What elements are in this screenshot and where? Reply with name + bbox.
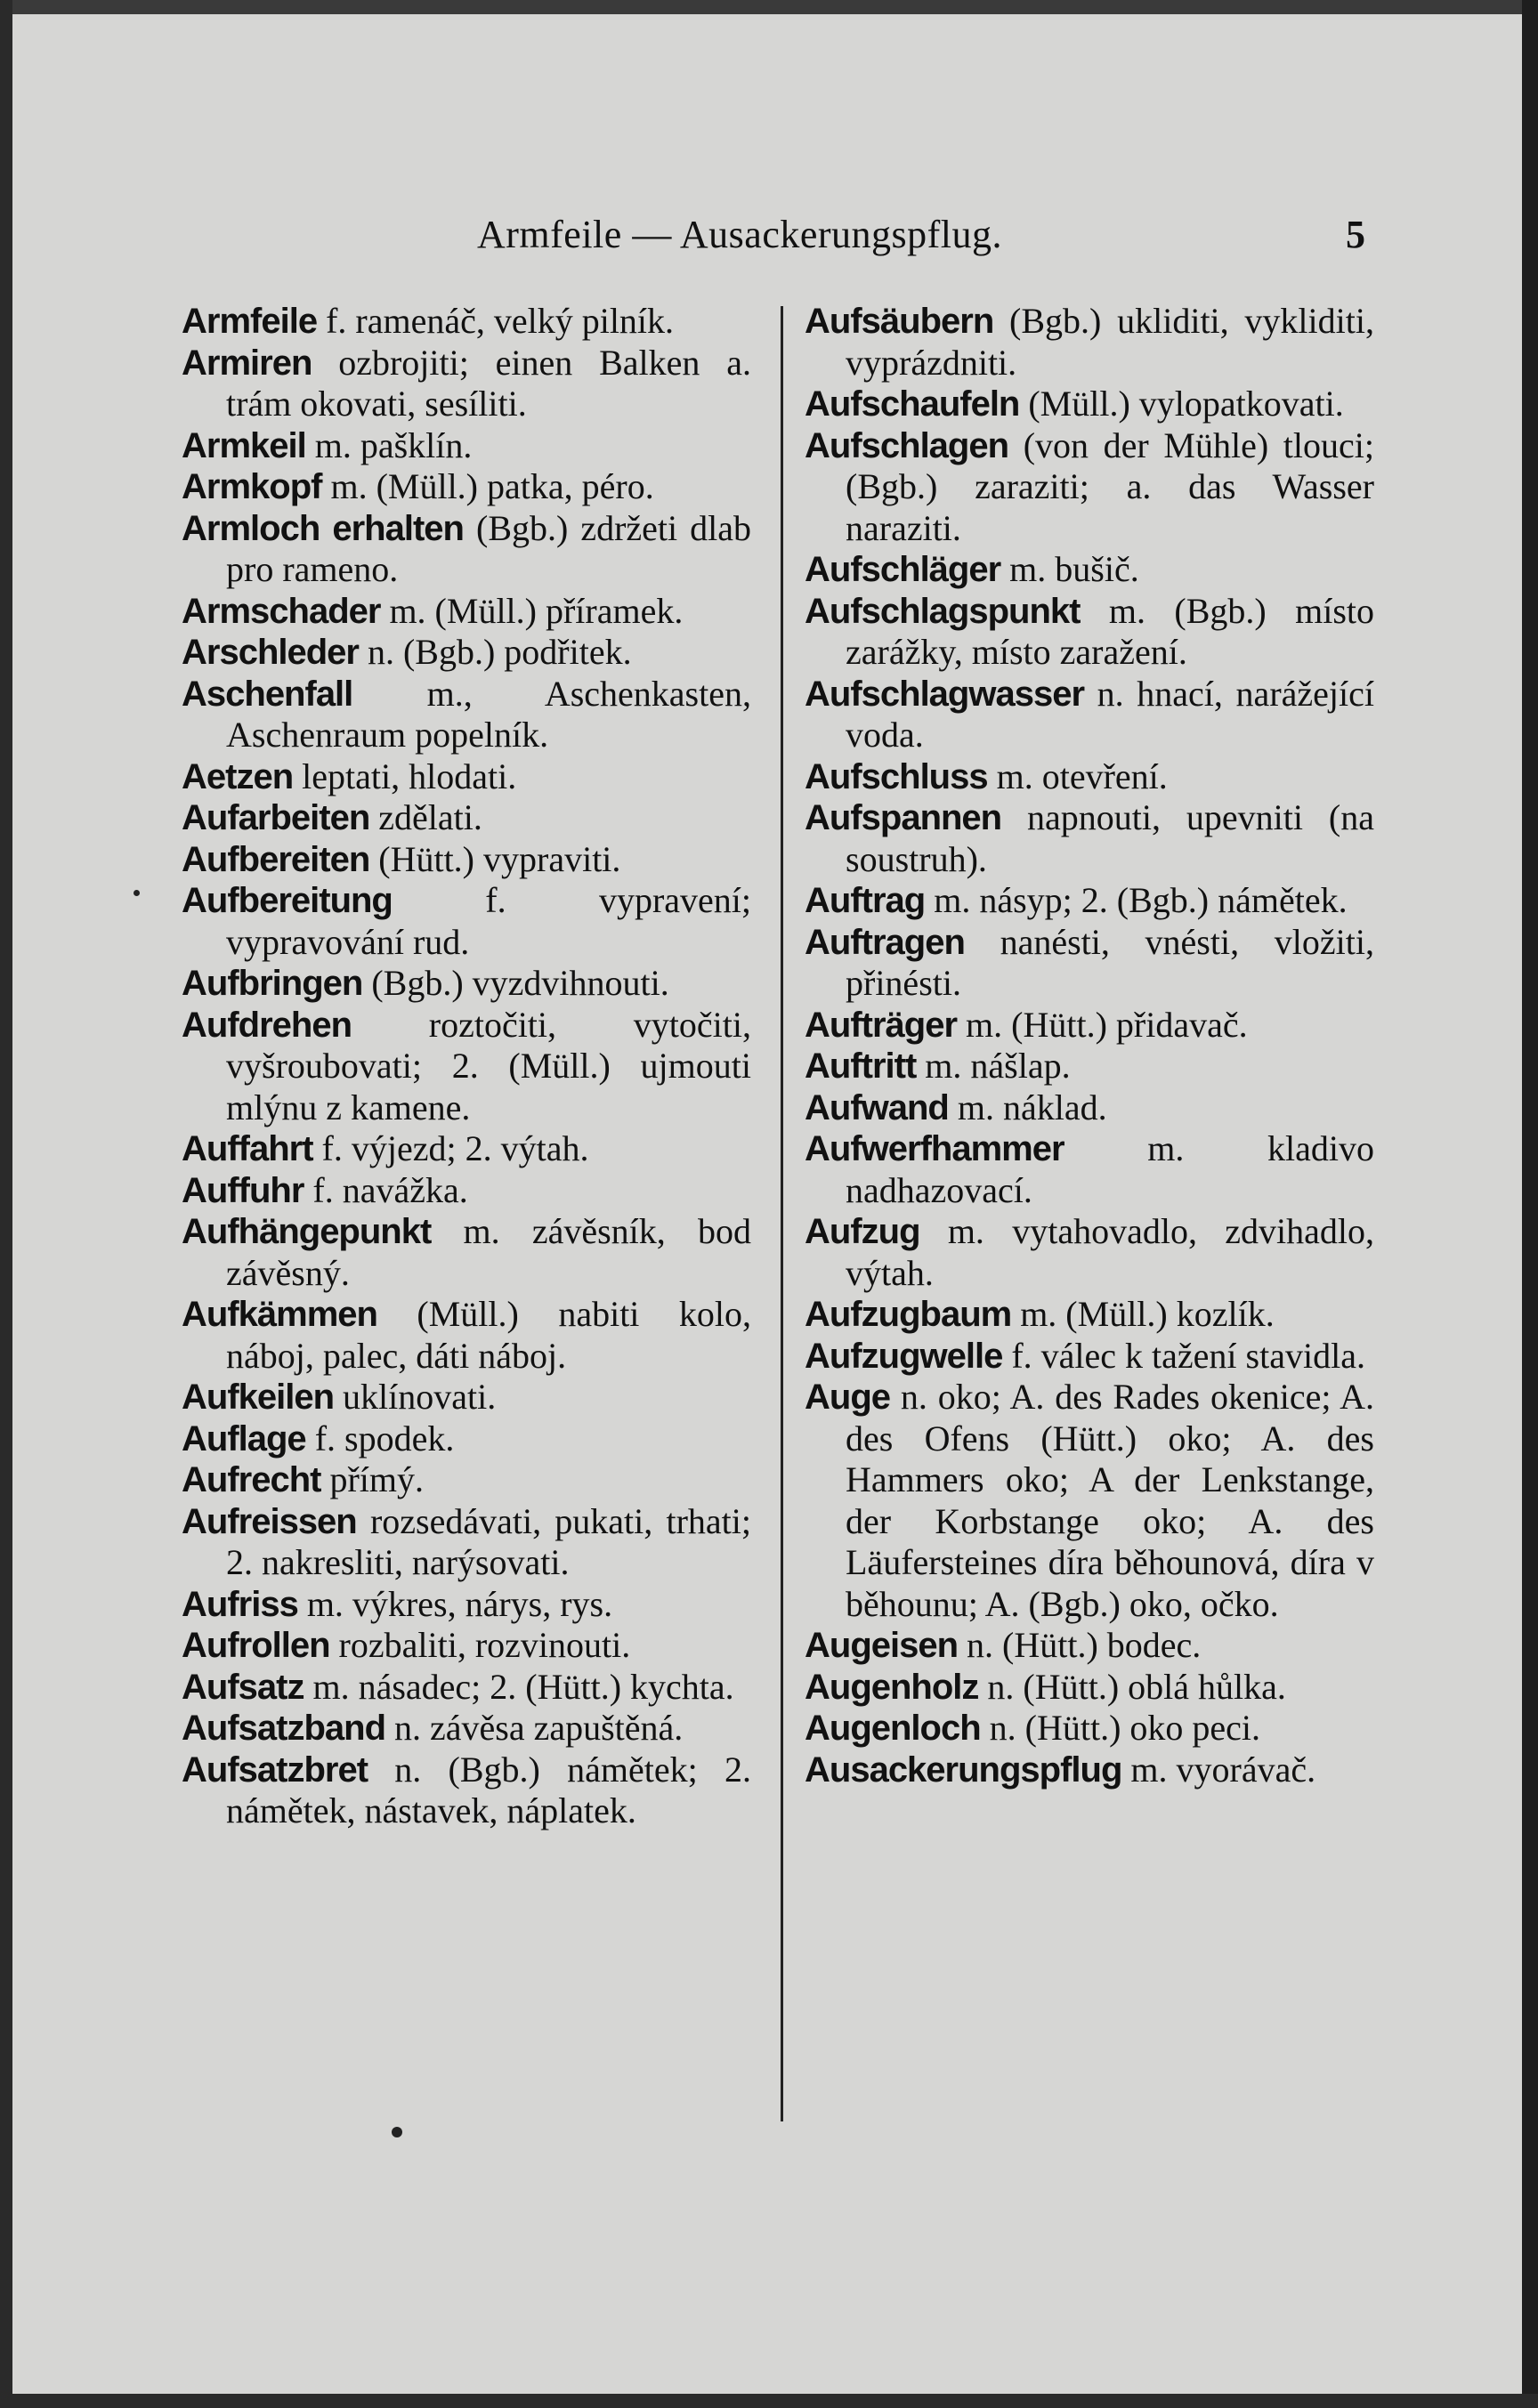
- entry-definition: n. závěsa zapuštěná.: [385, 1708, 684, 1748]
- entry-headword: Aufschläger: [805, 550, 1001, 589]
- dictionary-entry: [182, 632, 751, 674]
- entry-headword: Ausackerungspflug: [805, 1749, 1122, 1790]
- dictionary-entry: [182, 1708, 751, 1749]
- ink-speck: [392, 2127, 402, 2137]
- entry-headword: Aschenfall: [182, 674, 353, 714]
- entry-definition: n. hnací, narážející voda.: [846, 673, 1374, 755]
- entry-definition: m. násadec; 2. (Hütt.) kychta.: [304, 1666, 734, 1707]
- entry-definition: (Müll.) vylopatkovati.: [1019, 384, 1344, 424]
- entry-headword: Auftrag: [805, 881, 926, 920]
- dictionary-entry: [182, 591, 751, 633]
- entry-definition: m. kladivo nadhazovací.: [846, 1128, 1374, 1210]
- entry-headword: Armiren: [182, 343, 312, 383]
- entry-headword: Aufhängepunkt: [182, 1212, 432, 1251]
- entry-headword: Aufkämmen: [182, 1295, 377, 1334]
- entry-headword: Auge: [805, 1378, 890, 1417]
- entry-headword: Aufschlagen: [805, 425, 1009, 465]
- entry-definition: (Bgb.) vyzdvihnouti.: [362, 963, 669, 1003]
- entry-definition: (von der Mühle) tlouci; (Bgb.) zaraziti; a. das Wasser naraziti.: [846, 424, 1374, 548]
- entry-definition: rozsedávati, pukati, trhati; 2. nakresliti, narýsovati.: [226, 1500, 751, 1582]
- entry-definition: m. výkres, nárys, rys.: [297, 1583, 613, 1624]
- entry-headword: Auffuhr: [182, 1170, 304, 1210]
- entry-headword: Aufschluss: [805, 756, 988, 796]
- entry-headword: Aufzugwelle: [805, 1336, 1003, 1376]
- ink-speck: [134, 890, 140, 896]
- entry-definition: napnouti, upevniti (na soustruh).: [846, 797, 1374, 879]
- entry-headword: Augeisen: [805, 1626, 959, 1665]
- dictionary-entry: [182, 963, 751, 1005]
- entry-definition: zdělati.: [369, 797, 482, 837]
- entry-definition: n. (Hütt.) bodec.: [958, 1625, 1202, 1665]
- scan-edge-top: [0, 0, 1538, 14]
- entry-definition: m. pašklín.: [305, 424, 473, 465]
- dictionary-entry: [182, 508, 751, 591]
- entry-definition: m. vytahovadlo, zdvihadlo, výtah.: [846, 1211, 1374, 1293]
- dictionary-entry: [182, 1170, 751, 1212]
- entry-definition: leptati, hlodati.: [293, 756, 517, 796]
- entry-headword: Aufrollen: [182, 1626, 330, 1665]
- entry-headword: Aufbereiten: [182, 839, 370, 879]
- dictionary-entry: [805, 549, 1374, 591]
- entry-headword: Aufkeilen: [182, 1378, 335, 1417]
- dictionary-entry: [182, 839, 751, 881]
- entry-definition: ozbrojiti; einen Balken a. trám okovati, sesíliti.: [226, 342, 751, 424]
- entry-definition: n. (Hütt.) oko peci.: [980, 1708, 1261, 1748]
- dictionary-entry: [182, 466, 751, 508]
- entry-headword: Aufarbeiten: [182, 798, 370, 837]
- entry-definition: uklínovati.: [334, 1377, 497, 1417]
- scan-edge-right: [1522, 0, 1538, 2408]
- dictionary-entry: [182, 756, 751, 798]
- entry-headword: Aufdrehen: [182, 1005, 352, 1045]
- entry-definition: m. (Hütt.) přidavač.: [957, 1004, 1248, 1045]
- entry-headword: Armschader: [182, 591, 381, 631]
- dictionary-entry: [182, 1128, 751, 1170]
- entry-definition: m. (Müll.) příramek.: [380, 590, 684, 631]
- dictionary-entry: [805, 1625, 1374, 1667]
- dictionary-entry: [805, 1087, 1374, 1129]
- entry-definition: m. násyp; 2. (Bgb.) námětek.: [925, 880, 1348, 920]
- dictionary-entry: [805, 1046, 1374, 1087]
- entry-headword: Armkopf: [182, 467, 322, 506]
- dictionary-entry: [182, 1418, 751, 1460]
- dictionary-entry: [182, 880, 751, 963]
- entry-headword: Aufsäubern: [805, 302, 994, 341]
- entry-definition: přímý.: [320, 1459, 424, 1499]
- entry-definition: m. nášlap.: [916, 1046, 1071, 1086]
- dictionary-entry: [182, 1459, 751, 1501]
- entry-headword: Aufspannen: [805, 798, 1002, 837]
- entry-definition: m. (Bgb.) místo zarážky, místo zaražení.: [846, 590, 1374, 672]
- entry-headword: Aufsatz: [182, 1667, 304, 1707]
- entry-definition: f. vypravení; vypravování rud.: [226, 880, 751, 962]
- entry-headword: Aufbringen: [182, 964, 363, 1003]
- entry-headword: Aufriss: [182, 1584, 298, 1624]
- entry-definition: m. závěsník, bod závěsný.: [226, 1211, 751, 1293]
- entry-definition: (Hütt.) vypraviti.: [369, 838, 621, 879]
- dictionary-entry: [805, 1708, 1374, 1749]
- entry-definition: m., Aschenkasten, Aschenraum popelník.: [226, 673, 751, 755]
- entry-definition: f. navážka.: [304, 1169, 468, 1210]
- entry-headword: Aetzen: [182, 756, 294, 796]
- entry-definition: m. otevření.: [987, 756, 1168, 796]
- left-column: [182, 301, 751, 1832]
- dictionary-entry: [805, 1667, 1374, 1709]
- dictionary-entry: [805, 674, 1374, 756]
- dictionary-entry: [182, 1377, 751, 1418]
- entry-headword: Aufreissen: [182, 1501, 357, 1541]
- dictionary-entry: [182, 1501, 751, 1584]
- dictionary-entry: [805, 1128, 1374, 1211]
- entry-headword: Auflage: [182, 1418, 306, 1459]
- entry-definition: (Bgb.) zdržeti dlab pro rameno.: [226, 507, 752, 589]
- entry-definition: rozbaliti, rozvinouti.: [329, 1625, 631, 1665]
- dictionary-entry: [182, 1294, 751, 1377]
- entry-headword: Arschleder: [182, 633, 359, 672]
- entry-definition: m. vyorávač.: [1121, 1749, 1316, 1790]
- entry-definition: m. bušič.: [1000, 549, 1139, 589]
- entry-definition: n. oko; A. des Rades okenice; A. des Ofens (Hütt.) oko; A. des Hammers oko; A der Lenkstange, der Korbstange oko; A. des Läufersteines díra běhounová, díra v běhounu; A. (Bgb.) oko, očko.: [846, 1377, 1374, 1624]
- entry-headword: Auftritt: [805, 1046, 917, 1086]
- entry-definition: nanésti, vnésti, vložiti, přinésti.: [846, 921, 1374, 1003]
- dictionary-entry: [182, 797, 751, 839]
- dictionary-entry: [805, 1294, 1374, 1336]
- entry-headword: Augenholz: [805, 1667, 979, 1707]
- dictionary-entry: [182, 674, 751, 756]
- dictionary-entry: [805, 384, 1374, 425]
- entry-headword: Aufwerfhammer: [805, 1129, 1064, 1168]
- entry-headword: Auffahrt: [182, 1129, 313, 1168]
- page-number: 5: [1346, 213, 1365, 256]
- dictionary-entry: [182, 425, 751, 467]
- entry-definition: f. ramenáč, velký pilník.: [317, 301, 675, 341]
- column-divider: [781, 306, 783, 2121]
- entry-definition: f. spodek.: [305, 1418, 455, 1459]
- dictionary-entry: [805, 301, 1374, 384]
- entry-headword: Aufbereitung: [182, 881, 393, 920]
- page-header-title: Armfeile — Ausackerungspflug.: [477, 213, 1003, 256]
- entry-definition: n. (Bgb.) námětek; 2. námětek, nástavek, náplatek.: [226, 1749, 751, 1830]
- entry-headword: Aufwand: [805, 1087, 949, 1127]
- dictionary-entry: [805, 756, 1374, 798]
- entry-headword: Aufzugbaum: [805, 1295, 1012, 1334]
- entry-definition: m. (Müll.) patka, péro.: [321, 466, 654, 506]
- dictionary-entry: [805, 880, 1374, 922]
- dictionary-entry: [182, 1005, 751, 1129]
- dictionary-entry: [805, 591, 1374, 674]
- dictionary-entry: [805, 1749, 1374, 1791]
- entry-headword: Armkeil: [182, 425, 306, 465]
- entry-definition: roztočiti, vytočiti, vyšroubovati; 2. (Müll.) ujmouti mlýnu z kamene.: [226, 1004, 751, 1127]
- entry-headword: Augenloch: [805, 1709, 981, 1748]
- entry-headword: Aufschlagwasser: [805, 674, 1085, 714]
- right-column: [805, 301, 1374, 1790]
- entry-definition: m. náklad.: [948, 1087, 1107, 1127]
- entry-headword: Aufzug: [805, 1212, 920, 1251]
- scan-edge-left: [0, 0, 12, 2408]
- scan-edge-bottom: [0, 2394, 1538, 2408]
- dictionary-entry: [805, 797, 1374, 880]
- dictionary-entry: [182, 1667, 751, 1709]
- entry-definition: n. (Bgb.) podřitek.: [358, 632, 632, 672]
- dictionary-entry: [805, 1005, 1374, 1046]
- entry-definition: f. válec k tažení stavidla.: [1002, 1335, 1365, 1376]
- entry-definition: (Bgb.) ukliditi, vykliditi, vyprázdniti.: [846, 301, 1374, 383]
- entry-definition: f. výjezd; 2. výtah.: [312, 1128, 589, 1168]
- dictionary-entry: [182, 1211, 751, 1294]
- entry-headword: Aufsatzbret: [182, 1749, 368, 1790]
- dictionary-entry: [805, 1211, 1374, 1294]
- entry-definition: (Müll.) nabiti kolo, náboj, palec, dáti náboj.: [226, 1294, 751, 1376]
- entry-headword: Aufschlagspunkt: [805, 591, 1081, 631]
- entry-headword: Aufsatzband: [182, 1709, 385, 1748]
- dictionary-entry: [805, 1377, 1374, 1625]
- entry-definition: m. (Müll.) kozlík.: [1011, 1294, 1275, 1334]
- dictionary-entry: [805, 922, 1374, 1005]
- dictionary-entry: [182, 1749, 751, 1832]
- entry-headword: Aufschaufeln: [805, 384, 1020, 424]
- dictionary-entry: [182, 1584, 751, 1626]
- entry-headword: Aufträger: [805, 1005, 958, 1045]
- dictionary-entry: [182, 301, 751, 343]
- entry-headword: Armloch erhalten: [182, 508, 464, 548]
- entry-headword: Armfeile: [182, 302, 318, 341]
- entry-headword: Aufrecht: [182, 1460, 321, 1499]
- dictionary-entry: [182, 343, 751, 425]
- dictionary-entry: [805, 1336, 1374, 1378]
- dictionary-entry: [182, 1625, 751, 1667]
- entry-headword: Auftragen: [805, 922, 965, 962]
- entry-definition: n. (Hütt.) oblá hůlka.: [978, 1666, 1286, 1707]
- dictionary-entry: [805, 425, 1374, 550]
